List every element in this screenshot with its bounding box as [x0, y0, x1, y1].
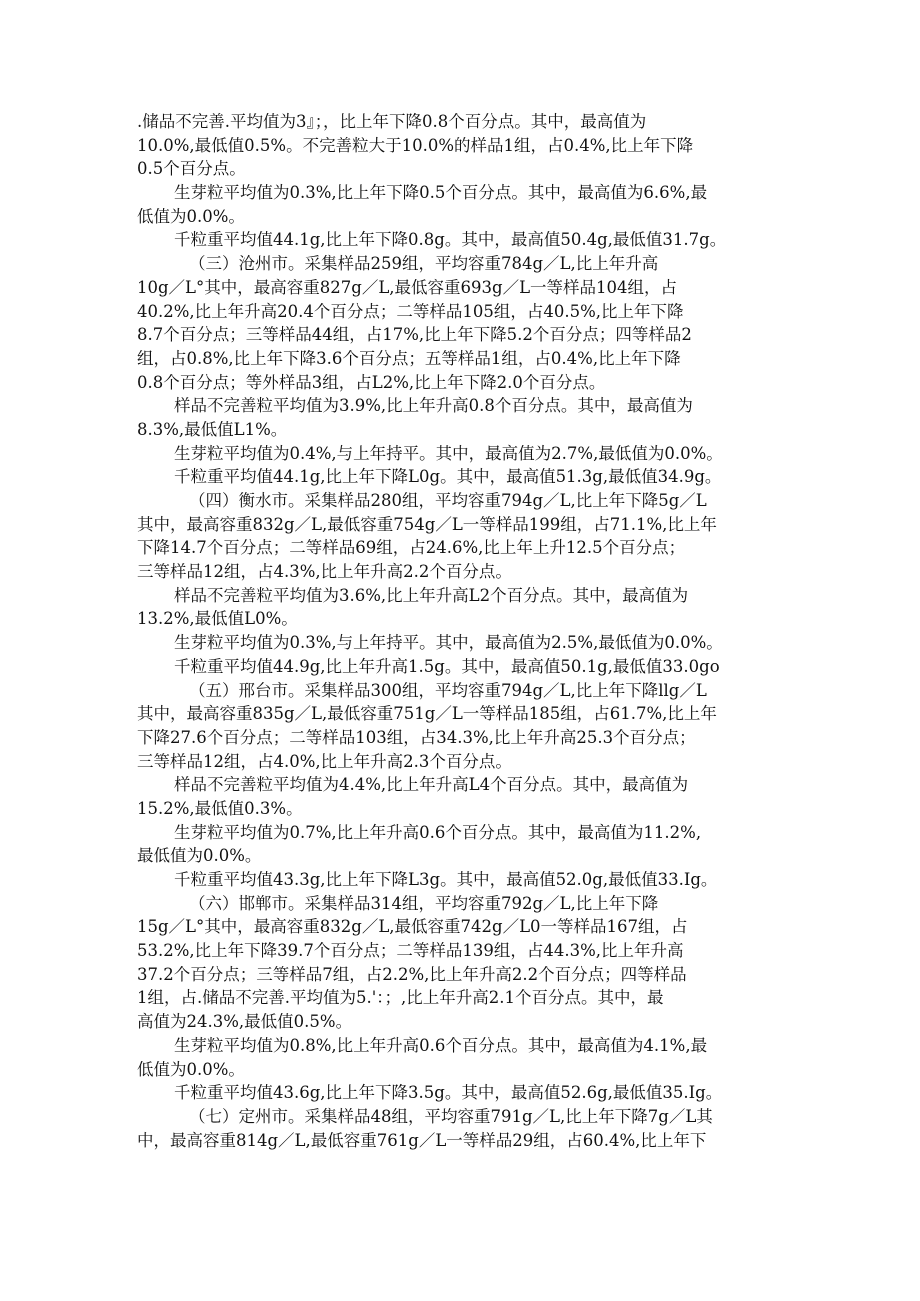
text-line: 0.8个百分点；等外样品3组，占L2%,比上年下降2.0个百分点。: [137, 372, 606, 392]
text-line: 最低值为0.0%。: [137, 846, 262, 866]
text-line: 10.0%,最低值0.5%。不完善粒大于10.0%的样品1组，占0.4%,比上年下降: [137, 135, 694, 155]
text-line: 样品不完善粒平均值为3.9%,比上年升高0.8个百分点。其中，最高值为: [174, 396, 693, 416]
text-line: 千粒重平均值43.3g,比上年下降L3g。其中，最高值52.0g,最低值33.Ig。: [174, 870, 718, 889]
text-line: 下降27.6个百分点；二等样品103组，占34.3%,比上年升高25.3个百分点；: [137, 727, 696, 747]
text-line: 中，最高容重814g／L,最低容重761g／L一等样品29组，占60.4%,比上年下: [137, 1130, 707, 1150]
section-heading: （四）衡水市。采集样品280组，平均容重794g／L,比上年下降5g／L: [189, 491, 707, 510]
text-line: 样品不完善粒平均值为4.4%,比上年升高L4个百分点。其中，最高值为: [174, 775, 689, 795]
text-line: 生芽粒平均值为0.4%,与上年持平。其中，最高值为2.7%,最低值为0.0%。: [174, 443, 723, 463]
text-line: 40.2%,比上年升高20.4个百分点；二等样品105组，占40.5%,比上年下降: [137, 301, 684, 321]
text-line: 8.3%,最低值L1%。: [137, 419, 288, 439]
text-line: 生芽粒平均值为0.3%,比上年下降0.5个百分点。其中，最高值为6.6%,最: [174, 183, 708, 203]
text-line: 15.2%,最低值0.3%。: [137, 798, 303, 818]
text-line: 样品不完善粒平均值为3.6%,比上年升高L2个百分点。其中，最高值为: [174, 585, 689, 605]
text-line: 13.2%,最低值L0%。: [137, 609, 298, 629]
text-line: 下降14.7个百分点；二等样品69组，占24.6%,比上年上升12.5个百分点；: [137, 538, 686, 558]
text-line: 53.2%,比上年下降39.7个百分点；二等样品139组，占44.3%,比上年升高: [137, 941, 684, 961]
section-heading: （五）邢台市。采集样品300组，平均容重794g／L,比上年下降llg／L: [189, 680, 707, 700]
text-line: 37.2个百分点；三等样品7组，占2.2%,比上年升高2.2个百分点；四等样品: [137, 964, 687, 984]
text-line: 1组，占.储品不完善.平均值为5.'：；,比上年升高2.1个百分点。其中，最: [137, 988, 664, 1008]
document-page: [137, 110, 787, 1152]
text-line: 千粒重平均值44.1g,比上年下降L0g。其中，最高值51.3g,最低值34.9g。: [174, 467, 722, 487]
text-line: 千粒重平均值43.6g,比上年下降3.5g。其中，最高值52.6g,最低值35.Ig。: [174, 1083, 723, 1103]
text-line: 三等样品12组，占4.3%,比上年升高2.2个百分点。: [137, 562, 512, 582]
section-heading: （七）定州市。采集样品48组，平均容重791g／L,比上年下降7g／L其: [189, 1106, 713, 1126]
text-line: 15g／L°其中，最高容重832g／L,最低容重742g／L0一等样品167组，占: [137, 917, 688, 937]
text-line: 8.7个百分点；三等样品44组，占17%,比上年下降5.2个百分点；四等样品2: [137, 325, 692, 345]
section-heading: （三）沧州市。采集样品259组，平均容重784g／L,比上年升高: [189, 254, 659, 274]
text-line: 低值为0.0%。: [137, 206, 245, 226]
text-line: 生芽粒平均值为0.8%,比上年升高0.6个百分点。其中，最高值为4.1%,最: [174, 1035, 708, 1055]
text-line: 千粒重平均值44.9g,比上年升高1.5g。其中，最高值50.1g,最低值33.0go: [174, 656, 720, 676]
text-line: 10g／L°其中，最高容重827g／L,最低容重693g／L一等样品104组，占: [137, 277, 678, 297]
text-line: 三等样品12组，占4.0%,比上年升高2.3个百分点。: [137, 751, 512, 771]
text-line: 生芽粒平均值为0.7%,比上年升高0.6个百分点。其中，最高值为11.2%,: [174, 822, 702, 842]
text-line: 0.5个百分点。: [137, 159, 246, 179]
text-line: 生芽粒平均值为0.3%,与上年持平。其中，最高值为2.5%,最低值为0.0%。: [174, 633, 723, 653]
text-line: 其中，最高容重832g／L,最低容重754g／L一等样品199组，占71.1%,比上年: [137, 514, 717, 534]
text-line: 组，占0.8%,比上年下降3.6个百分点；五等样品1组，占0.4%,比上年下降: [137, 348, 681, 368]
text-line: .储品不完善.平均值为3』；，比上年下降0.8个百分点。其中，最高值为: [137, 112, 647, 131]
text-line: 低值为0.0%。: [137, 1059, 245, 1079]
text-line: 千粒重平均值44.1g,比上年下降0.8g。其中，最高值50.4g,最低值31.7g。: [174, 230, 727, 250]
text-line: 其中，最高容重835g／L,最低容重751g／L一等样品185组，占61.7%,比上年: [137, 704, 717, 724]
section-heading: （六）邯郸市。采集样品314组，平均容重792g／L,比上年下降: [189, 893, 659, 913]
text-line: 高值为24.3%,最低值0.5%。: [137, 1012, 353, 1032]
